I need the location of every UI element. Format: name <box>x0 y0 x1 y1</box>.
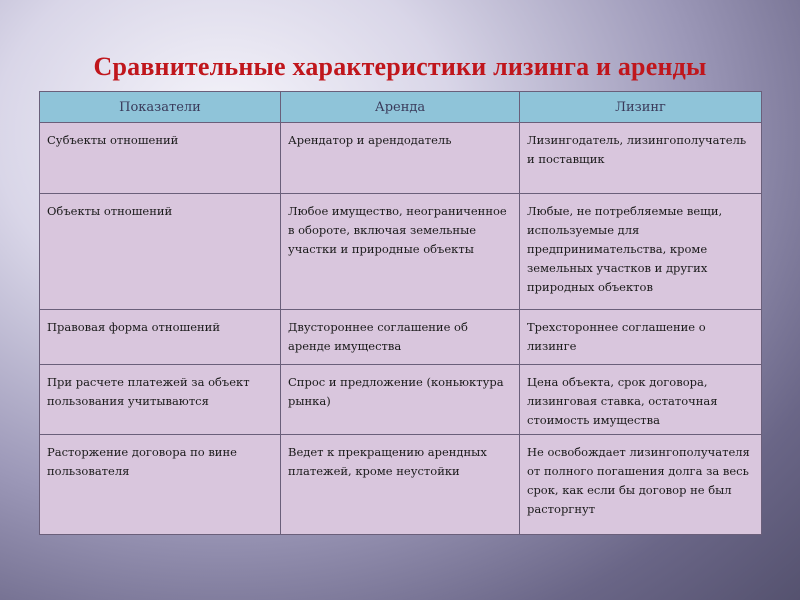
leasing-cell: Трехстороннее соглашение о лизинге <box>520 310 762 365</box>
table-row <box>40 365 762 435</box>
table-row <box>40 194 762 310</box>
table-row <box>40 123 762 194</box>
slide-title: Сравнительные характеристики лизинга и аренды <box>93 52 707 81</box>
column-header-indicators: Показатели <box>40 92 281 123</box>
rent-cell: Двустороннее соглашение об аренде имущества <box>281 310 520 365</box>
leasing-cell: Цена объекта, срок договора, лизинговая ставка, остаточная стоимость имущества <box>520 365 762 435</box>
comparison-table <box>39 91 762 535</box>
leasing-cell: Не освобождает лизингополучателя от полного погашения долга за весь срок, как если бы договор не был расторгнут <box>520 435 762 535</box>
leasing-cell: Любые, не потребляемые вещи, используемые для предпринимательства, кроме земельных участков и других природных объектов <box>520 194 762 310</box>
rent-cell: Спрос и предложение (коньюктура рынка) <box>281 365 520 435</box>
column-header-leasing: Лизинг <box>520 92 762 123</box>
rent-cell: Ведет к прекращению арендных платежей, кроме неустойки <box>281 435 520 535</box>
indicator-cell: Расторжение договора по вине пользователя <box>40 435 281 535</box>
indicator-cell: Правовая форма отношений <box>40 310 281 365</box>
leasing-cell: Лизингодатель, лизингополучатель и поставщик <box>520 123 762 194</box>
indicator-cell: Субъекты отношений <box>40 123 281 194</box>
indicator-cell: Объекты отношений <box>40 194 281 310</box>
column-header-rent: Аренда <box>281 92 520 123</box>
table-row <box>40 310 762 365</box>
rent-cell: Арендатор и арендодатель <box>281 123 520 194</box>
rent-cell: Любое имущество, неограниченное в обороте, включая земельные участки и природные объекты <box>281 194 520 310</box>
table-row <box>40 435 762 535</box>
indicator-cell: При расчете платежей за объект пользования учитываются <box>40 365 281 435</box>
table-header-row <box>40 92 762 123</box>
